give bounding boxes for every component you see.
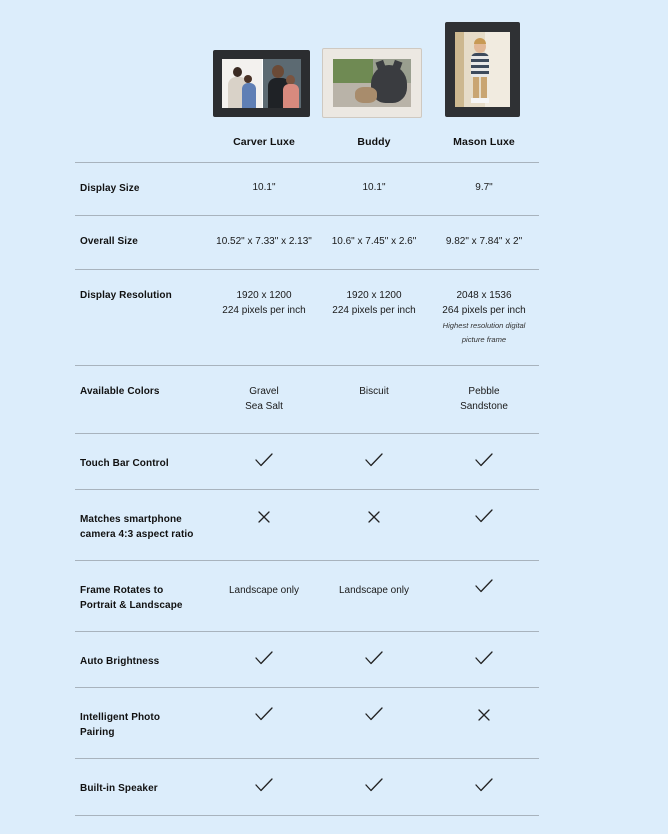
row-label: Touch Bar Control — [80, 458, 169, 469]
row-label-line: Frame Rotates to — [80, 585, 164, 596]
resolution-note: Highest resolution digital picture frame — [442, 321, 526, 344]
pixel-density: 224 pixels per inch — [222, 304, 306, 316]
cell-value: 10.52" x 7.33" x 2.13" — [216, 236, 312, 247]
pixel-density: 264 pixels per inch — [442, 304, 526, 316]
color-option: Biscuit — [359, 386, 389, 397]
cell-value — [428, 385, 540, 414]
cell-value — [318, 289, 430, 318]
mason-luxe-frame-image — [445, 22, 520, 117]
product-name-buddy: Buddy — [357, 136, 391, 148]
row-label-line: camera 4:3 aspect ratio — [80, 528, 194, 540]
row-label — [80, 711, 220, 740]
check-icon — [318, 777, 430, 797]
carver-luxe-frame-image — [213, 50, 310, 117]
row-label — [80, 513, 220, 542]
resolution-value: 2048 x 1536 — [456, 290, 512, 301]
row-label — [80, 584, 220, 613]
row-label: Display Resolution — [80, 290, 172, 301]
cell-value: Landscape only — [338, 585, 410, 596]
color-option: Gravel — [249, 386, 279, 397]
color-option: Sea Salt — [245, 400, 283, 412]
resolution-value: 1920 x 1200 — [236, 290, 292, 301]
comparison-row — [75, 758, 539, 816]
comparison-row — [75, 365, 539, 434]
cell-value: 9.7" — [475, 182, 493, 193]
check-icon — [428, 650, 540, 670]
row-label: Auto Brightness — [80, 656, 160, 667]
cell-value — [428, 289, 540, 347]
check-icon — [318, 706, 430, 726]
check-icon — [428, 452, 540, 472]
comparison-row — [75, 433, 539, 490]
cell-value — [318, 385, 430, 400]
row-label-line: Portrait & Landscape — [80, 599, 183, 611]
check-icon — [208, 650, 320, 670]
cell-value — [208, 289, 320, 318]
check-icon — [428, 578, 540, 598]
comparison-row — [75, 162, 539, 216]
pixel-density: 224 pixels per inch — [332, 304, 416, 316]
cell-value: 10.1" — [252, 182, 276, 193]
comparison-row — [75, 687, 539, 759]
comparison-row — [75, 269, 539, 366]
cross-icon — [428, 707, 540, 727]
comparison-row — [75, 560, 539, 632]
row-label-line: Matches smartphone — [80, 514, 182, 525]
cross-icon — [208, 509, 320, 529]
comparison-row — [75, 631, 539, 688]
row-label-line: Intelligent Photo — [80, 712, 161, 723]
row-label: Display Size — [80, 183, 140, 194]
cell-value: 10.1" — [362, 182, 386, 193]
check-icon — [208, 777, 320, 797]
comparison-row — [75, 489, 539, 561]
color-option: Pebble — [468, 386, 500, 397]
row-label-line: Pairing — [80, 726, 115, 738]
buddy-frame-image — [322, 48, 422, 118]
product-name-carver-luxe: Carver Luxe — [233, 136, 295, 148]
row-label: Overall Size — [80, 236, 138, 247]
cell-value: Landscape only — [228, 585, 300, 596]
cell-value: 10.6" x 7.45" x 2.6" — [331, 236, 417, 247]
check-icon — [428, 508, 540, 528]
check-icon — [318, 452, 430, 472]
color-option: Sandstone — [460, 400, 508, 412]
row-label: Available Colors — [80, 386, 160, 397]
cell-value — [208, 385, 320, 414]
check-icon — [208, 452, 320, 472]
cross-icon — [318, 509, 430, 529]
product-name-mason-luxe: Mason Luxe — [453, 136, 515, 148]
check-icon — [428, 777, 540, 797]
row-label: Built-in Speaker — [80, 783, 158, 794]
check-icon — [208, 706, 320, 726]
comparison-row — [75, 215, 539, 270]
check-icon — [318, 650, 430, 670]
cell-value: 9.82" x 7.84" x 2" — [445, 236, 523, 247]
resolution-value: 1920 x 1200 — [346, 290, 402, 301]
